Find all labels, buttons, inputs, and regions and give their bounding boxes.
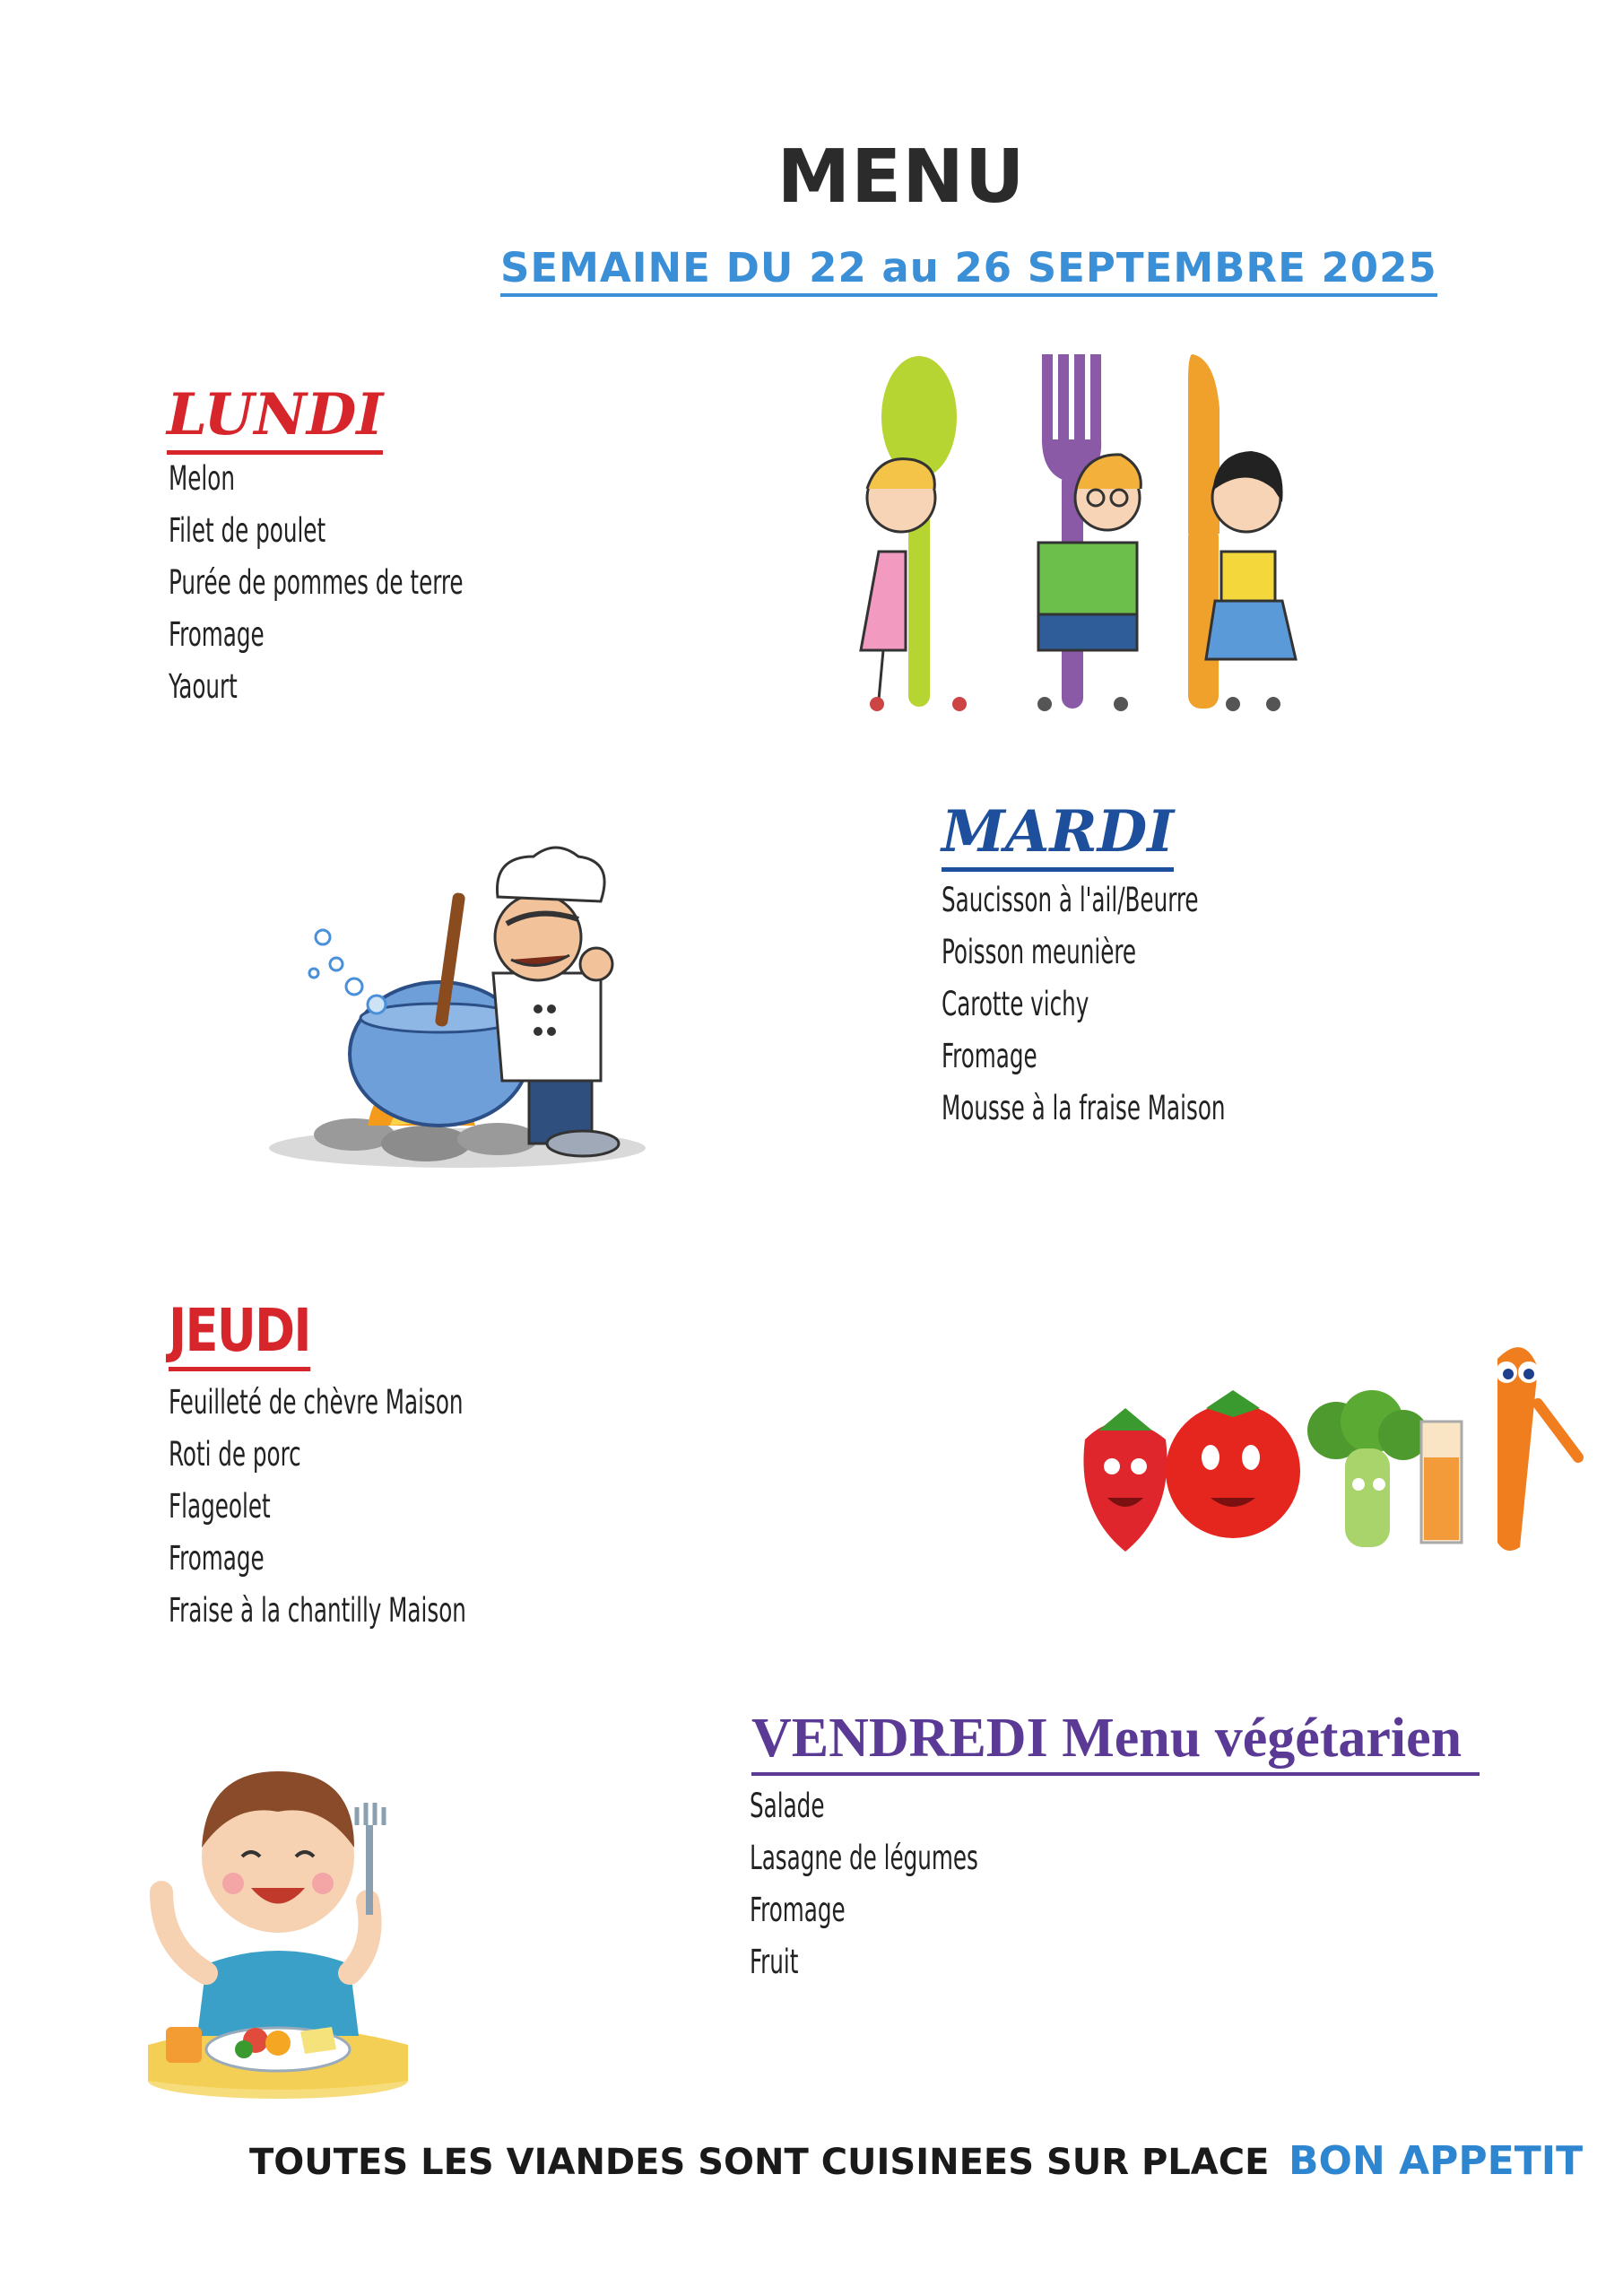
list-item: Salade — [750, 1787, 825, 1825]
vendredi-heading: VENDREDI Menu végétarien — [751, 1707, 1480, 1776]
vendredi-menu-list — [750, 1780, 978, 1988]
list-item: Roti de porc — [169, 1435, 301, 1474]
list-item: Fruit — [750, 1943, 799, 1981]
lundi-menu-list — [169, 453, 464, 713]
fruit-veg-characters-illustration — [1076, 1332, 1587, 1565]
list-item: Poisson meunière — [942, 933, 1137, 971]
list-item: Melon — [169, 459, 235, 498]
list-item: Fromage — [942, 1037, 1037, 1075]
jeudi-heading: JEUDI — [169, 1296, 310, 1371]
jeudi-menu-list — [169, 1377, 466, 1637]
list-item: Saucisson à l'ail/Beurre — [942, 881, 1199, 919]
list-item: Yaourt — [169, 667, 238, 706]
list-item: Fromage — [169, 1539, 265, 1578]
chef-cooking-illustration — [269, 839, 664, 1179]
list-item: Fromage — [169, 615, 265, 654]
week-subtitle: SEMAINE DU 22 au 26 SEPTEMBRE 2025 — [500, 244, 1437, 297]
lundi-heading: LUNDI — [167, 381, 383, 455]
list-item: Carotte vichy — [942, 985, 1089, 1023]
mardi-heading: MARDI — [942, 798, 1174, 872]
list-item: Fraise à la chantilly Maison — [169, 1591, 466, 1630]
mardi-menu-list — [942, 874, 1226, 1135]
menu-title: MENU — [777, 135, 1026, 220]
list-item: Purée de pommes de terre — [169, 563, 464, 602]
list-item: Filet de poulet — [169, 511, 326, 550]
footer-note: TOUTES LES VIANDES SONT CUISINEES SUR PLACE — [249, 2142, 1270, 2183]
list-item: Mousse à la fraise Maison — [942, 1089, 1226, 1127]
list-item: Fromage — [750, 1891, 846, 1929]
kids-cutlery-illustration — [807, 354, 1309, 722]
list-item: Feuilleté de chèvre Maison — [169, 1383, 464, 1422]
list-item: Lasagne de légumes — [750, 1839, 978, 1877]
list-item: Flageolet — [169, 1487, 271, 1526]
footer-closing: BON APPETIT — [1289, 2138, 1584, 2184]
boy-eating-illustration — [143, 1740, 412, 2099]
